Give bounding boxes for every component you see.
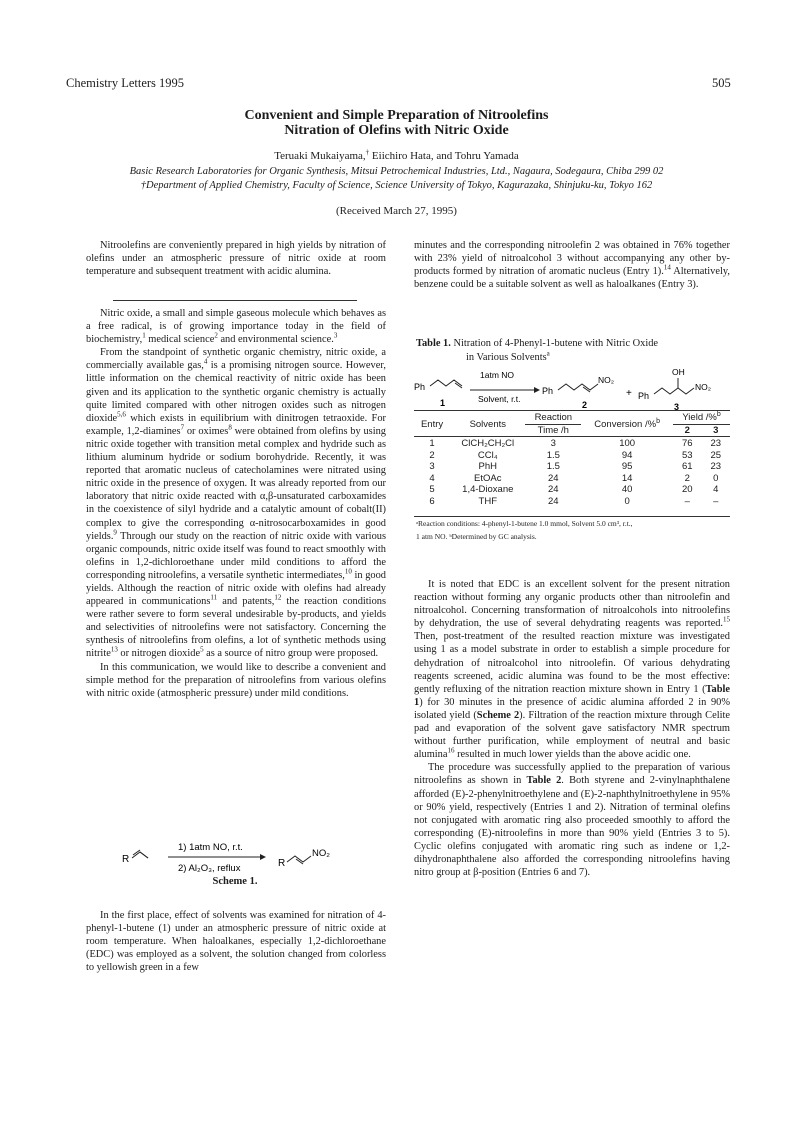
table-row: 2 CCl₄ 1.5 94 53 25 <box>429 449 722 461</box>
scheme-1-r-right: R <box>278 858 286 869</box>
table-row: 1 ClCH₂CH₂Cl 3 100 76 23 <box>429 438 722 450</box>
t1-no2-2: NO₂ <box>695 382 712 392</box>
th-yield: Yield /%$^b$ <box>673 412 730 424</box>
t1-plus: + <box>626 388 632 399</box>
th-time: Time /h <box>525 424 581 437</box>
scheme-1-r-left: R <box>122 854 130 865</box>
scheme-1-condition-1: 1) 1atm NO, r.t. <box>178 842 243 853</box>
t1-ph-2: Ph <box>542 386 554 396</box>
t1-compound-2: 2 <box>582 400 588 410</box>
body-right: minutes and the corresponding nitroolefin 2 was obtained in 76% together with 23% yield of nitroalcohol 3 without accompanying any other by-products formed by nitration of aromatic nucleus (Entry 1).$^{14}$ Alternatively, benzene could be a suitable solvent as well as haloalkanes (Entry 3). <box>414 240 730 291</box>
body-left-2: In the first place, effect of solvents was examined for nitration of 4-phenyl-1-butene (1) under an atmospheric pressure of nitric oxide at room temperature. When haloalkanes, especially 1,2-dichloroethane (EDC) was employed as a solvent, the solution changed from colorless to yellowish green in a few <box>86 910 386 974</box>
scheme-1-no2: NO₂ <box>312 848 330 859</box>
table-1-footnote-1: ᵃReaction conditions: 4-phenyl-1-butene 1.0 mmol, Solvent 5.0 cm³, r.t., <box>416 519 633 528</box>
t1-ph-1: Ph <box>414 382 426 392</box>
table-row: 3 PhH 1.5 95 61 23 <box>429 461 722 473</box>
t1-compound-1: 1 <box>440 398 446 408</box>
t1-oh: OH <box>672 367 685 377</box>
t1-no2-1: NO₂ <box>598 375 615 385</box>
table-row: 5 1,4-Dioxane 24 40 20 4 <box>429 484 719 496</box>
table-1-caption-line2: in Various Solvents$^a$ <box>466 349 550 363</box>
th-solvents: Solvents <box>469 418 506 430</box>
table-1-scheme <box>412 366 742 410</box>
th-yield-3: 3 <box>713 424 719 436</box>
article-subtitle: Nitration of Olefins with Nitric Oxide <box>284 123 509 138</box>
t1-solvent-cond: Solvent, r.t. <box>478 394 521 404</box>
author-list: Teruaki Mukaiyama,† Eiichiro Hata, and Tohru Yamada <box>274 148 519 162</box>
th-yield-2: 2 <box>684 424 690 436</box>
t1-compound-3: 3 <box>674 402 680 410</box>
affiliation-1: Basic Research Laboratories for Organic Synthesis, Mitsui Petrochemical Industries, Ltd., Nagaura, Sodegaura, Chiba 299 02 <box>129 166 664 177</box>
journal-name: Chemistry Letters 1995 <box>66 76 185 90</box>
th-reaction: Reaction <box>534 412 573 424</box>
abstract-text: Nitroolefins are conveniently prepared in high yields by nitration of olefins under an atmospheric pressure of nitric oxide at room temperature and subsequent treatment with acidic alumina. <box>86 240 386 278</box>
table-1-bottom-rule <box>414 516 730 517</box>
th-entry: Entry <box>420 418 444 430</box>
article-title: Convenient and Simple Preparation of Nitroolefins <box>244 108 549 123</box>
t1-reagent: 1atm NO <box>480 370 515 380</box>
table-1-caption: Table 1. Nitration of 4-Phenyl-1-butene with Nitric Oxide <box>416 338 659 349</box>
received-date: (Received March 27, 1995) <box>336 205 457 217</box>
abstract-divider <box>113 300 357 301</box>
affiliation-2: †Department of Applied Chemistry, Faculty of Science, Science University of Tokyo, Kagurazaka, Shinjuku-ku, Tokyo 162 <box>140 180 653 191</box>
body-left: Nitric oxide, a small and simple gaseous molecule which behaves as a free radical, is of growing importance today in the field of biochemistry,$^1$ medical science$^2$ and environmental science.$^3$ From the standpoint of synthetic organic chemistry, nitric oxide, a commercially available gas,$^4$ is a promising nitrogen source. However, little information on the chemical reactivity of nitric oxide has been given and its application to the synthetic organic chemistry is actually quite limited compared with other nitrogen oxides such as nitrogen dioxide$^{5,6}$ which exists in equilibrium with dinitrogen tetraoxide. For example, 1,2-diamines$^7$ or oximes$^8$ were obtained from olefins by using nitric oxide together with transition metal complex and hydride such as lithium aluminum hydride or sodium borohydride. Recently, it was reported that aromatic nucleus of catecholamines were nitrated using nitric oxide in the presence of oxygen. It was already reported from our laboratory that nitric oxide reacted with α,β-unsaturated carboxamides in the coexistence of silyl hydride and a catalytic amount of cobalt(II) complex to give the corresponding α-nitrosocarboxamides in good yields.$^9$ Through our study on the reaction of nitric oxide with various organic compounds, nitric oxide itself was found to react smoothly with olefins in 1,2-dichloroethane under mild conditions to afford the corresponding nitroolefins, a versatile synthetic intermediates,$^{10}$ in good yields. Although the reaction of nitric oxide with olefins had already appeared in communications$^{11}$ and patents,$^{12}$ the reaction conditions were rather severe to form several undesirable by-products, and yields and selectivities of nitroolefins were not satisfactory. Concerning the synthesis of nitroolefins from olefins, a lot of synthetic methods using nitrite$^{13}$ or nitrogen dioxide$^5$ as a source of nitro group were proposed. In this communication, we would like to describe a convenient and simple method for the preparation of nitroolefins from various olefins with nitric oxide (atmospheric pressure) under mild conditions. <box>86 308 387 699</box>
scheme-1-condition-2: 2) Al₂O₃, reflux <box>178 863 241 874</box>
page-number: 505 <box>712 76 731 90</box>
scheme-1-label: Scheme 1. <box>212 876 258 887</box>
table-row: 4 EtOAc 24 14 2 0 <box>429 472 719 484</box>
abstract <box>86 239 386 278</box>
table-1-top-rule <box>414 410 730 411</box>
table-1-footnote-2: 1 atm NO. ᵇDetermined by GC analysis. <box>416 532 537 541</box>
t1-ph-3: Ph <box>638 391 650 401</box>
body-right-2: It is noted that EDC is an excellent solvent for the present nitration reaction without forming any organic products other than nitroolefin and nitroalcohol. Concerning transformation of nitroalcohols into nitroolefins by dehydration, the use of several dehydrating reagents was reported.$^{15}$ Then, post-treatment of the resulted reaction mixture was investigated using 1 as a model substrate in order to establish a simple procedure for dehydration of nitroalcohol into nitroolefin. Of various dehydrating reagents screened, acidic alumina was found to be the most effective: gently refluxing of the nitration reaction mixture shown in Entry 1 (Table 1) for 30 minutes in the presence of acidic alumina afforded 2 in 90% isolated yield (Scheme 2). Filtration of the reaction mixture through Celite pad and evaporation of the solvent gave satisfactory NMR spectrum without further purification, while employment of neutral and basic alumina$^{16}$ resulted in much lower yields than the above acidic one. The procedure was successfully applied to the preparation of various nitroolefins as shown in Table 2. Both styrene and 2-vinylnaphthalene afforded (E)-2-phenylnitroethylene and (E)-2-naphthylnitroethylene in 95% or 90% yield, respectively (Entries 1 and 2). Nitration of terminal olefins not conjugated with aromatic ring also proceeded smoothly to afford the corresponding (E)-nitroolefins in more than 90% yield (Entries 3 to 5). Cyclic olefins conjugated with aromatic ring such as indene or 1,2-dihydronaphthalene also afforded the corresponding nitroolefins having nitro group at β-position (Entries 6 and 7). <box>414 579 731 879</box>
th-conversion: Conversion /%$^b$ <box>594 417 660 430</box>
table-1 <box>414 412 730 507</box>
table-row: 6 THF 24 0 – – <box>429 495 719 507</box>
table-1-header-row-1 <box>414 412 730 424</box>
